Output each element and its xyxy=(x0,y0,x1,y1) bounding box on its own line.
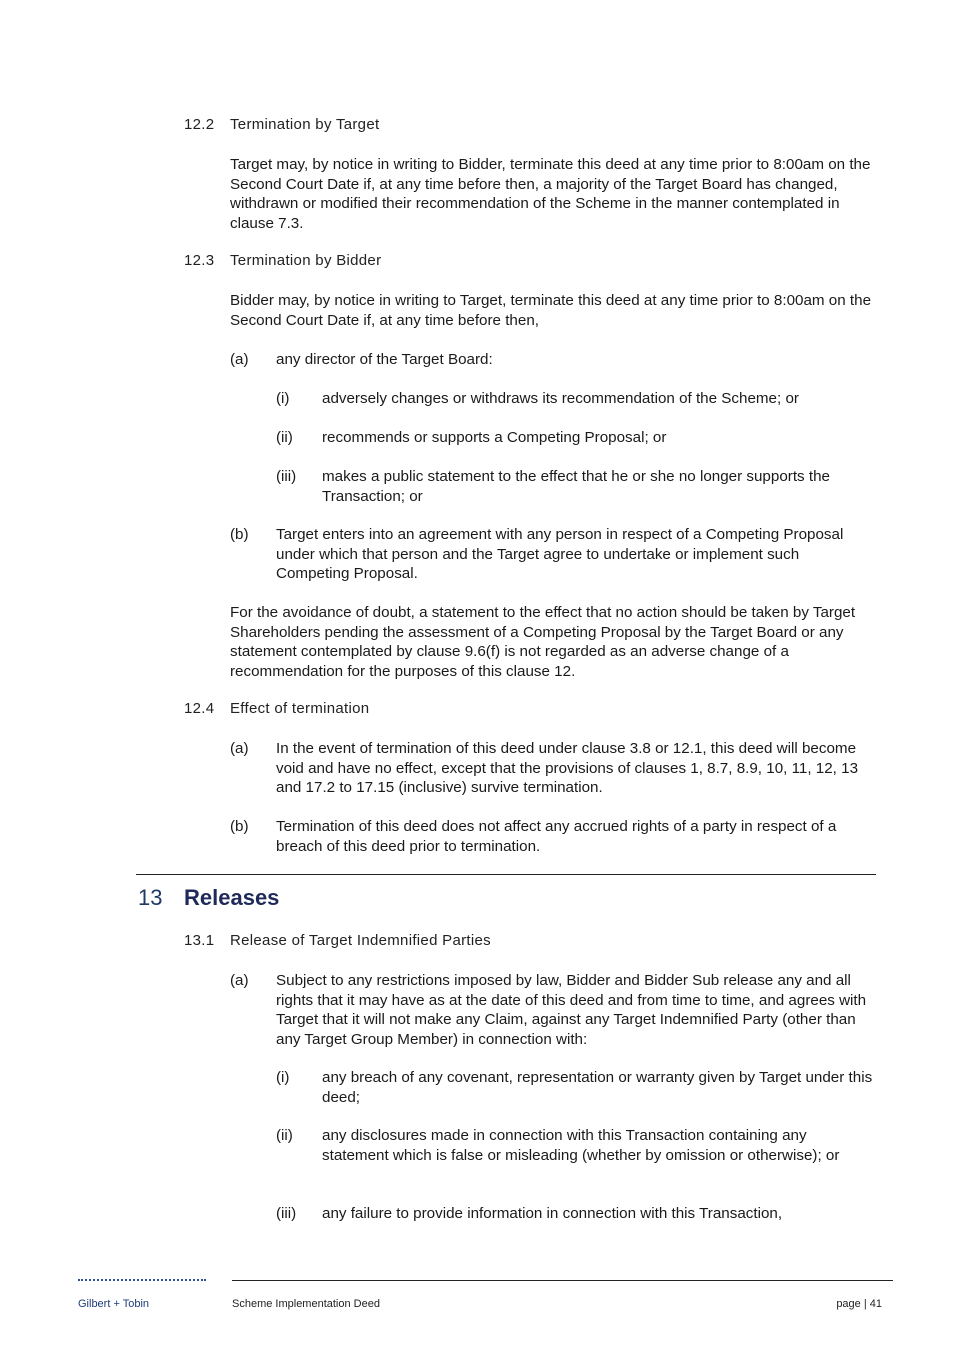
list-item-text: Subject to any restrictions imposed by law, Bidder and Bidder Sub release any and all rights that it may have as at the date of this deed and from time to time, and agrees with Target that it will not make any Claim, against any Target Indemnified Party (other than any Target Group Member) in connection with: xyxy=(276,972,867,1048)
clause-12-3-intro: Bidder may, by notice in writing to Target, terminate this deed at any time prior to 8:00am on the Second Court Date if, at any time before then, xyxy=(230,292,872,329)
sublist-item-text: any disclosures made in connection with this Transaction containing any statement which is false or misleading (whether by omission or otherwise); or xyxy=(322,1127,840,1164)
sublist-item-text: any breach of any covenant, representation or warranty given by Target under this deed; xyxy=(322,1069,873,1106)
clause-number-12-4: 12.4 xyxy=(184,700,215,717)
list-item-text: any director of the Target Board: xyxy=(276,351,493,368)
sublist-label: (ii) xyxy=(276,429,293,446)
section-divider xyxy=(136,874,876,875)
footer-brand: Gilbert + Tobin xyxy=(78,1298,150,1310)
clause-heading-12-2: Termination by Target xyxy=(230,116,380,133)
sublist-item-text: makes a public statement to the effect that he or she no longer supports the Transaction; or xyxy=(322,468,830,505)
clause-12-2-text: Target may, by notice in writing to Bidder, terminate this deed at any time prior to 8:00am on the Second Court Date if, at any time before then, a majority of the Target Board has changed, withdrawn or modified their recommendation of the Scheme in the manner contemplated in clause 7.3. xyxy=(230,156,871,232)
list-label: (b) xyxy=(230,818,249,835)
footer-doc-title: Scheme Implementation Deed xyxy=(232,1298,380,1310)
list-item-text: In the event of termination of this deed under clause 3.8 or 12.1, this deed will become void and have no effect, except that the provisions of clauses 1, 8.7, 8.9, 10, 11, 12, 13 and 17.2 to 17.15 (inclusive) survive termination. xyxy=(276,740,859,796)
sublist-label: (iii) xyxy=(276,468,297,485)
sublist-label: (i) xyxy=(276,390,290,407)
list-label: (a) xyxy=(230,740,249,757)
footer-page-number: page | 41 xyxy=(836,1298,882,1310)
sublist-label: (i) xyxy=(276,1069,290,1086)
clause-12-3-closing: For the avoidance of doubt, a statement to the effect that no action should be taken by Target Shareholders pending the assessment of a Competing Proposal by the Target Board or any statement contemplated by clause 9.6(f) is not regarded as an adverse change of a recommendation for the purposes of this clause 12. xyxy=(230,604,856,680)
section-title-releases: Releases xyxy=(184,885,280,910)
sublist-item-text: recommends or supports a Competing Proposal; or xyxy=(322,429,667,446)
sublist-item-text: adversely changes or withdraws its recommendation of the Scheme; or xyxy=(322,390,799,407)
clause-number-12-3: 12.3 xyxy=(184,252,215,269)
sublist-label: (ii) xyxy=(276,1127,293,1144)
list-label: (b) xyxy=(230,526,249,543)
clause-heading-13-1: Release of Target Indemnified Parties xyxy=(230,932,491,949)
clause-heading-12-3: Termination by Bidder xyxy=(230,252,382,269)
clause-heading-12-4: Effect of termination xyxy=(230,700,370,717)
list-item-text: Termination of this deed does not affect any accrued rights of a party in respect of a breach of this deed prior to termination. xyxy=(276,818,837,855)
clause-number-12-2: 12.2 xyxy=(184,116,215,133)
clause-number-13-1: 13.1 xyxy=(184,932,215,949)
list-label: (a) xyxy=(230,351,249,368)
section-number-13: 13 xyxy=(138,885,163,910)
list-label: (a) xyxy=(230,972,249,989)
footer-rule xyxy=(232,1280,893,1281)
footer-dotted-rule xyxy=(78,1279,206,1281)
list-item-text: Target enters into an agreement with any person in respect of a Competing Proposal under which that person and the Target agree to undertake or implement such Competing Proposal. xyxy=(276,526,844,582)
sublist-label: (iii) xyxy=(276,1205,297,1222)
sublist-item-text: any failure to provide information in connection with this Transaction, xyxy=(322,1205,783,1222)
